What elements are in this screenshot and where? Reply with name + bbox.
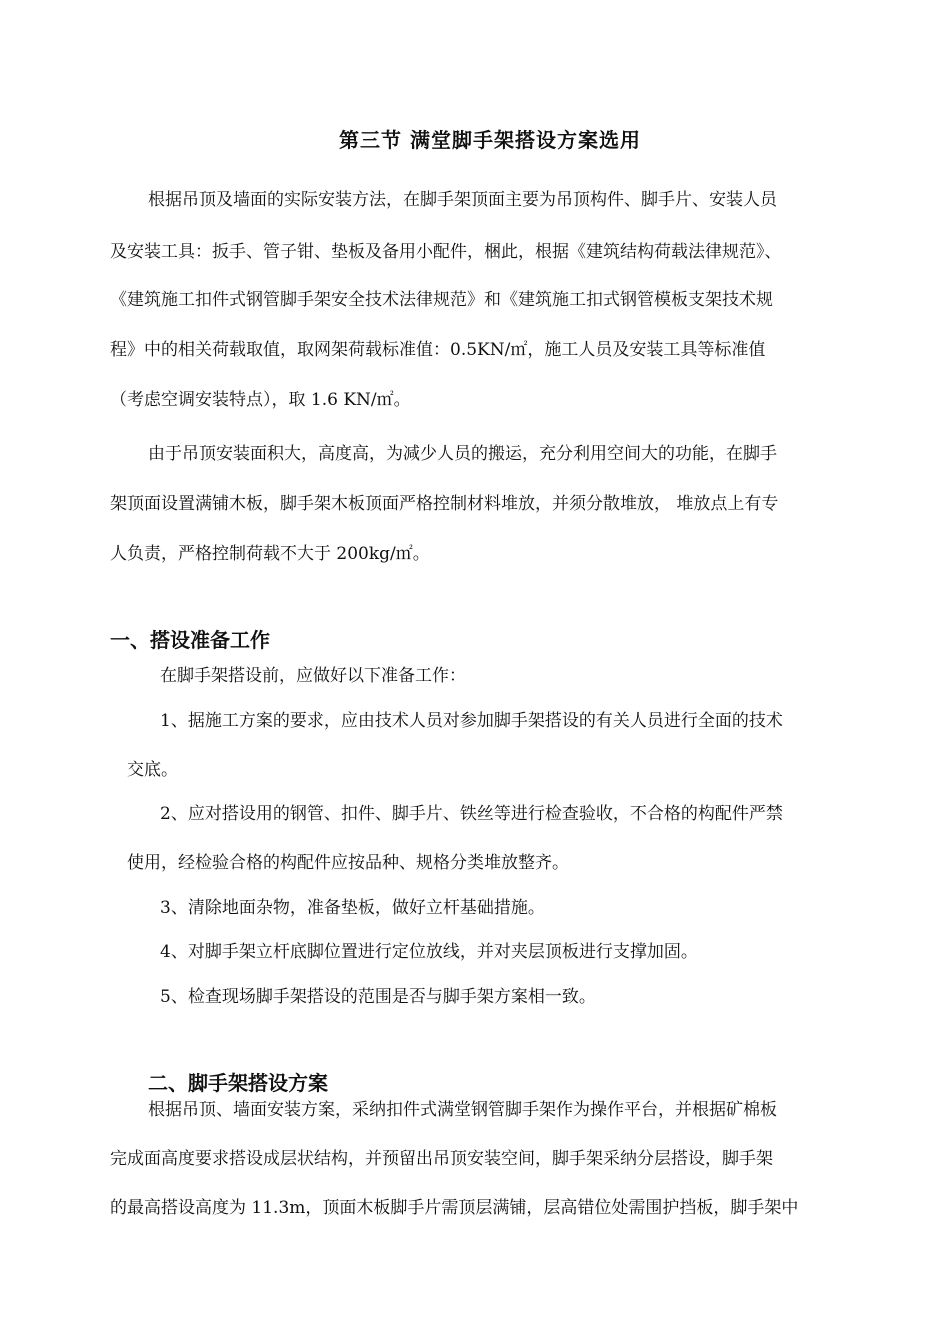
list-item: 使用，经检验合格的构配件应按品种、规格分类堆放整齐。	[127, 853, 569, 873]
section-1-intro: 在脚手架搭设前，应做好以下准备工作：	[160, 666, 466, 686]
section-1-heading: 一、搭设准备工作	[110, 628, 270, 652]
paragraph-1-line: 根据吊顶及墙面的实际安装方法，在脚手架顶面主要为吊顶构件、脚手片、安装人员	[148, 190, 777, 210]
paragraph-1-line: （考虑空调安装特点），取 1.6 KN/㎡。	[110, 390, 411, 410]
paragraph-2-line: 由于吊顶安装面积大，高度高，为减少人员的搬运，充分利用空间大的功能，在脚手	[148, 444, 777, 464]
list-item: 2、应对搭设用的钢管、扣件、脚手片、铁丝等进行检查验收，不合格的构配件严禁	[160, 804, 783, 824]
list-item: 4、对脚手架立杆底脚位置进行定位放线，并对夹层顶板进行支撑加固。	[160, 942, 698, 962]
paragraph-1-line: 及安装工具：扳手、管子钳、垫板及备用小配件，梱此，根据《建筑结构荷载法律规范》、	[110, 242, 782, 262]
section-2-line: 的最高搭设高度为 11.3m，顶面木板脚手片需顶层满铺，层高错位处需围护挡板，脚手架中	[110, 1198, 799, 1218]
paragraph-1-line: 《建筑施工扣件式钢管脚手架安全技术法律规范》和《建筑施工扣式钢管模板支架技术规	[110, 290, 773, 310]
paragraph-2-line: 人负责，严格控制荷载不大于 200kg/㎡。	[110, 544, 430, 564]
list-item: 3、清除地面杂物，准备垫板，做好立杆基础措施。	[160, 898, 545, 918]
paragraph-1-line: 程》中的相关荷载取值，取网架荷载标准值：0.5KN/㎡，施工人员及安装工具等标准值	[110, 340, 766, 360]
list-item: 5、检查现场脚手架搭设的范围是否与脚手架方案相一致。	[160, 987, 596, 1007]
section-2-line: 完成面高度要求搭设成层状结构，并预留出吊顶安装空间，脚手架采纳分层搭设，脚手架	[110, 1149, 773, 1169]
section-2-line: 根据吊顶、墙面安装方案，采纳扣件式满堂钢管脚手架作为操作平台，并根据矿棉板	[148, 1100, 777, 1120]
list-item: 1、据施工方案的要求，应由技术人员对参加脚手架搭设的有关人员进行全面的技术	[160, 711, 783, 731]
section-2-heading: 二、脚手架搭设方案	[148, 1071, 328, 1095]
list-item: 交底。	[127, 760, 178, 780]
paragraph-2-line: 架顶面设置满铺木板，脚手架木板顶面严格控制材料堆放，并须分散堆放， 堆放点上有专	[110, 494, 779, 514]
section-title: 第三节 满堂脚手架搭设方案选用	[339, 128, 641, 152]
